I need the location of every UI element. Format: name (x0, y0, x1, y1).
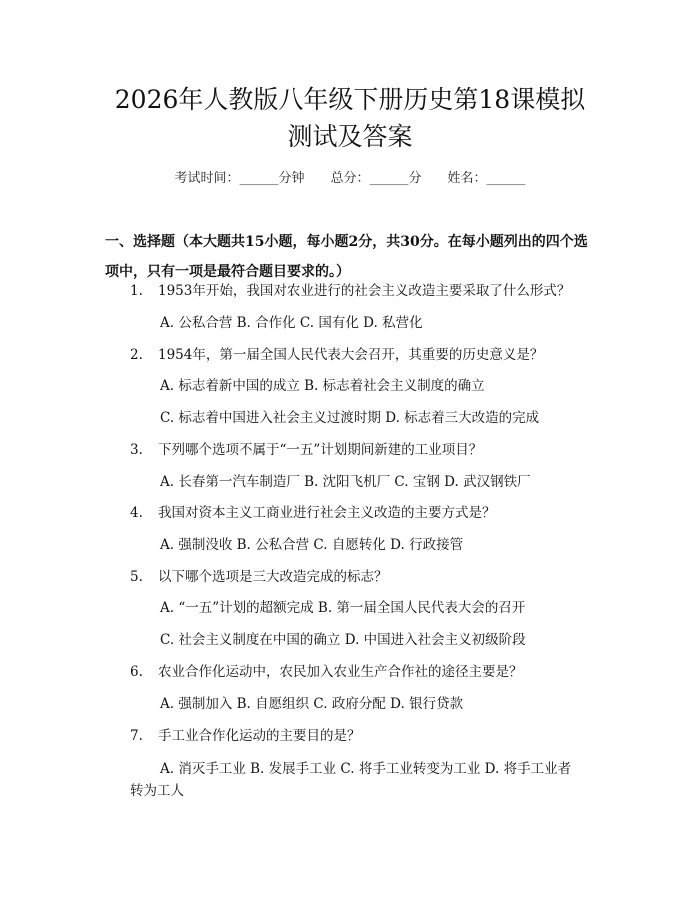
question-number: 1. (130, 283, 143, 299)
question-6 (130, 662, 523, 682)
question-4-options: A. 强制没收 B. 公私合营 C. 自愿转化 D. 行政接管 (160, 537, 464, 553)
question-text: 1953年开始，我国对农业进行的社会主义改造主要采取了什么形式？ (158, 283, 571, 299)
question-number: 5. (130, 569, 143, 585)
section-heading-line-2: 项中，只有一项是最符合题目要求的。） (105, 264, 350, 280)
exam-info (0, 170, 700, 188)
question-text: 我国对资本主义工商业进行社会主义改造的主要方式是？ (158, 505, 496, 521)
question-number: 2. (130, 347, 143, 363)
question-number: 4. (130, 505, 143, 521)
question-7 (130, 726, 361, 746)
document-title-line-1: 2026年人教版八年级下册历史第18课模拟 (114, 85, 586, 114)
question-5-options-line-1: A. “一五”计划的超额完成 B. 第一届全国人民代表大会的召开 (160, 600, 526, 616)
question-text: 1954年，第一届全国人民代表大会召开，其重要的历史意义是？ (158, 347, 544, 363)
exam-time: 考试时间：______分钟 (174, 171, 305, 186)
section-heading-line-1: 一、选择题（本大题共15小题，每小题2分，共30分。在每小题列出的四个选 (105, 234, 588, 250)
question-text: 手工业合作化运动的主要目的是？ (158, 728, 361, 744)
question-6-options: A. 强制加入 B. 自愿组织 C. 政府分配 D. 银行贷款 (160, 696, 464, 712)
question-7-options-line-1: A. 消灭手工业 B. 发展手工业 C. 将手工业转变为工业 D. 将手工业者 (160, 761, 572, 777)
question-2 (130, 345, 543, 365)
question-text: 农业合作化运动中，农民加入农业生产合作社的途径主要是？ (158, 664, 523, 680)
question-1 (130, 281, 570, 301)
question-4 (130, 503, 496, 523)
question-5-options-line-2: C. 社会主义制度在中国的确立 D. 中国进入社会主义初级阶段 (160, 632, 526, 648)
question-number: 7. (130, 728, 143, 744)
question-3 (130, 440, 482, 460)
total-score: 总分：______分 (330, 171, 422, 186)
question-number: 6. (130, 664, 143, 680)
question-1-options: A. 公私合营 B. 合作化 C. 国有化 D. 私营化 (160, 315, 423, 331)
question-2-options-line-2: C. 标志着中国进入社会主义过渡时期 D. 标志着三大改造的完成 (160, 410, 540, 426)
question-text: 以下哪个选项是三大改造完成的标志？ (158, 569, 388, 585)
document-title-line-2: 测试及答案 (287, 122, 413, 151)
question-7-options-line-2: 转为工人 (130, 783, 184, 799)
question-3-options: A. 长春第一汽车制造厂 B. 沈阳飞机厂 C. 宝钢 D. 武汉钢铁厂 (160, 474, 531, 490)
student-name: 姓名：______ (447, 171, 526, 186)
question-text: 下列哪个选项不属于“一五”计划期间新建的工业项目？ (158, 442, 483, 458)
question-number: 3. (130, 442, 143, 458)
question-2-options-line-1: A. 标志着新中国的成立 B. 标志着社会主义制度的确立 (160, 378, 485, 394)
question-5 (130, 567, 388, 587)
